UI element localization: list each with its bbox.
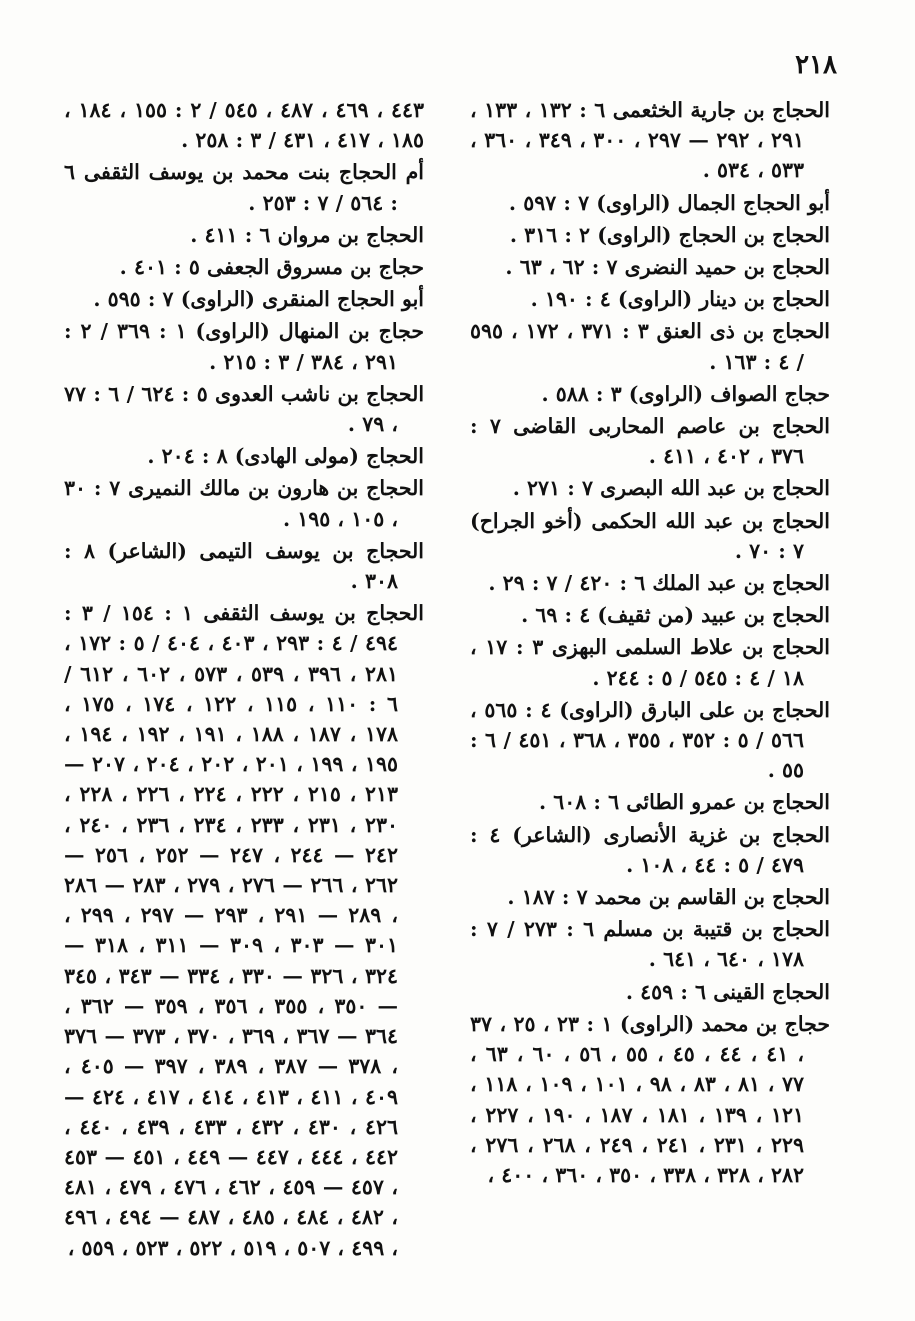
index-entry-continued: ٤٤٣ ، ٤٦٩ ، ٤٨٧ ، ٥٤٥ / ٢ : ١٥٥ ، ١٨٤ ، ١٨٥ ، ٤١٧ ، ٤٣١ / ٣ : ٢٥٨ .	[64, 98, 425, 153]
right-column	[470, 95, 830, 1192]
index-entry: الحجاج بن يوسف التيمى (الشاعر) ٨ : ٣٠٨ .	[64, 538, 424, 594]
index-entry: الحجاج بن عمرو الطائى ٦ : ٦٠٨ .	[538, 790, 830, 815]
index-entry: الحجاج بن علاط السلمى البهزى ٣ : ١٧ ، ١٨ / ٤ : ٥٤٥ / ٥ : ٢٤٤ .	[470, 635, 830, 690]
index-entry: الحجاج بن عبيد (من ثقيف) ٤ : ٦٩ .	[521, 603, 830, 628]
index-entry: الحجاج بن دينار (الراوى) ٤ : ١٩٠ .	[530, 287, 830, 312]
index-entry: الحجاج بن حميد النضرى ٧ : ٦٢ ، ٦٣ .	[505, 255, 830, 280]
index-entry: حجاج بن مسروق الجعفى ٥ : ٤٠١ .	[119, 255, 424, 280]
index-entry: حجاج بن محمد (الراوى) ١ : ٢٣ ، ٢٥ ، ٣٧ ، ٤١ ، ٤٤ ، ٤٥ ، ٥٥ ، ٥٦ ، ٦٠ ، ٦٣ ، ٧٧ ، ٨١ ، ٨٣ ، ٩٨ ، ١٠١ ، ١٠٩ ، ١١٨ ، ١٢١ ، ١٣٩ ، ١٨١ ، ١٨٧ ، ١٩٠ ، ٢٢٧ ، ٢٢٩ ، ٢٣١ ، ٢٤١ ، ٢٤٩ ، ٢٦٨ ، ٢٧٦ ، ٢٨٢ ، ٣٢٨ ، ٣٣٨ ، ٣٥٠ ، ٣٦٠ ، ٤٠٠ ،	[470, 1011, 830, 1187]
index-entry: الحجاج بن ذى العنق ٣ : ٣٧١ ، ١٧٢ ، ٥٩٥ / ٤ : ١٦٣ .	[470, 319, 831, 374]
page-number: ٢١٨	[795, 50, 837, 80]
left-column	[64, 95, 424, 1265]
index-entry: الحجاج بن على البارق (الراوى) ٤ : ٥٦٥ ، ٥٦٦ / ٥ : ٣٥٢ ، ٣٥٥ ، ٣٦٨ ، ٤٥١ / ٦ : ٥٥ .	[470, 697, 830, 783]
index-entry: حجاج الصواف (الراوى) ٣ : ٥٨٨ .	[541, 381, 830, 406]
index-entry: حجاج بن المنهال (الراوى) ١ : ٣٦٩ / ٢ : ٢٩١ ، ٣٨٤ / ٣ : ٢١٥ .	[64, 319, 425, 374]
index-entry: الحجاج بن القاسم بن محمد ٧ : ١٨٧ .	[507, 885, 830, 910]
index-entry: الحجاج بن عبد الملك ٦ : ٤٢٠ / ٧ : ٢٩ .	[488, 571, 830, 596]
index-entry: الحجاج بن مروان ٦ : ٤١١ .	[190, 222, 424, 247]
index-entry: الحجاج بن يوسف الثقفى ١ : ١٥٤ / ٣ : ٤٩٤ / ٤ : ٢٩٣ ، ٤٠٣ ، ٤٠٤ / ٥ : ١٧٢ ، ٢٨١ ، ٣٩٦ ، ٥٣٩ ، ٥٧٣ ، ٦٠٢ ، ٦١٢ / ٦ : ١١٠ ، ١١٥ ، ١٢٢ ، ١٧٤ ، ١٧٥ ، ١٧٨ ، ١٨٧ ، ١٨٨ ، ١٩١ ، ١٩٢ ، ١٩٤ ، ١٩٥ ، ١٩٩ ، ٢٠١ ، ٢٠٢ ، ٢٠٤ ، ٢٠٧ — ٢١٣ ، ٢١٥ ، ٢٢٢ ، ٢٢٤ ، ٢٢٦ ، ٢٢٨ ، ٢٣٠ ، ٢٣١ ، ٢٣٣ ، ٢٣٤ ، ٢٣٦ ، ٢٤٠ ، ٢٤٢ — ٢٤٤ ، ٢٤٧ — ٢٥٢ ، ٢٥٦ — ٢٦٢ ، ٢٦٦ — ٢٧٦ ، ٢٧٩ ، ٢٨٣ — ٢٨٦ ، ٢٨٩ — ٢٩١ ، ٢٩٣ — ٢٩٧ ، ٢٩٩ ، ٣٠١ — ٣٠٣ ، ٣٠٩ — ٣١١ ، ٣١٨ — ٣٢٤ ، ٣٢٦ — ٣٣٠ ، ٣٣٤ — ٣٤٣ ، ٣٤٥ — ٣٥٠ ، ٣٥٥ ، ٣٥٦ ، ٣٥٩ — ٣٦٢ ، ٣٦٤ — ٣٦٧ ، ٣٦٩ ، ٣٧٠ ، ٣٧٣ — ٣٧٦ ، ٣٧٨ — ٣٨٧ ، ٣٨٩ ، ٣٩٧ — ٤٠٥ ، ٤٠٩ ، ٤١١ ، ٤١٣ ، ٤١٤ ، ٤١٧ ، ٤٢٤ — ٤٢٦ ، ٤٣٠ ، ٤٣٢ ، ٤٣٣ ، ٤٣٩ ، ٤٤٠ ، ٤٤٢ ، ٤٤٤ ، ٤٤٧ — ٤٤٩ ، ٤٥١ — ٤٥٣ ، ٤٥٧ — ٤٥٩ ، ٤٦٢ ، ٤٧٦ ، ٤٧٩ ، ٤٨١ ، ٤٨٢ ، ٤٨٤ ، ٤٨٥ ، ٤٨٧ — ٤٩٤ ، ٤٩٦ ، ٤٩٩ ، ٥٠٧ ، ٥١٩ ، ٥٢٢ ، ٥٢٣ ، ٥٥٩ ،	[64, 601, 424, 1260]
index-entry: أبو الحجاج المنقرى (الراوى) ٧ : ٥٩٥ .	[93, 287, 424, 312]
index-entry: الحجاج بن قتيبة بن مسلم ٦ : ٢٧٣ / ٧ : ١٧٨ ، ٦٤٠ ، ٦٤١ .	[470, 917, 830, 972]
index-entry: الحجاج بن غزية الأنصارى (الشاعر) ٤ : ٤٧٩ / ٥ : ٤٤ ، ١٠٨ .	[470, 822, 830, 877]
index-entry: الحجاج بن عبد الله البصرى ٧ : ٢٧١ .	[512, 476, 830, 501]
index-entry: الحجاج (مولى الهادى) ٨ : ٢٠٤ .	[147, 444, 424, 469]
index-entry: الحجاج بن هارون بن مالك النميرى ٧ : ٣٠ ، ١٠٥ ، ١٩٥ .	[64, 476, 425, 531]
index-entry: أبو الحجاج الجمال (الراوى) ٧ : ٥٩٧ .	[508, 190, 830, 215]
index-entry: الحجاج بن الحجاج (الراوى) ٢ : ٣١٦ .	[509, 222, 830, 247]
index-entry: الحجاج بن عبد الله الحكمى (أخو الجراح) ٧ : ٧٠ .	[470, 508, 830, 563]
index-entry: الحجاج بن جارية الخثعمى ٦ : ١٣٢ ، ١٣٣ ، ٢٩١ ، ٢٩٢ — ٢٩٧ ، ٣٠٠ ، ٣٤٩ ، ٣٦٠ ، ٥٣٣ ، ٥٣٤ .	[470, 98, 831, 183]
index-entry: الحجاج القينى ٦ : ٤٥٩ .	[625, 979, 830, 1004]
index-entry: أم الحجاج بنت محمد بن يوسف الثقفى ٦ : ٥٦٤ / ٧ : ٢٥٣ .	[64, 160, 424, 215]
index-entry: الحجاج بن عاصم المحاربى القاضى ٧ : ٣٧٦ ، ٤٠٢ ، ٤١١ .	[470, 414, 830, 469]
index-entry: الحجاج بن ناشب العدوى ٥ : ٦٢٤ / ٦ : ٧٧ ، ٧٩ .	[64, 381, 425, 437]
